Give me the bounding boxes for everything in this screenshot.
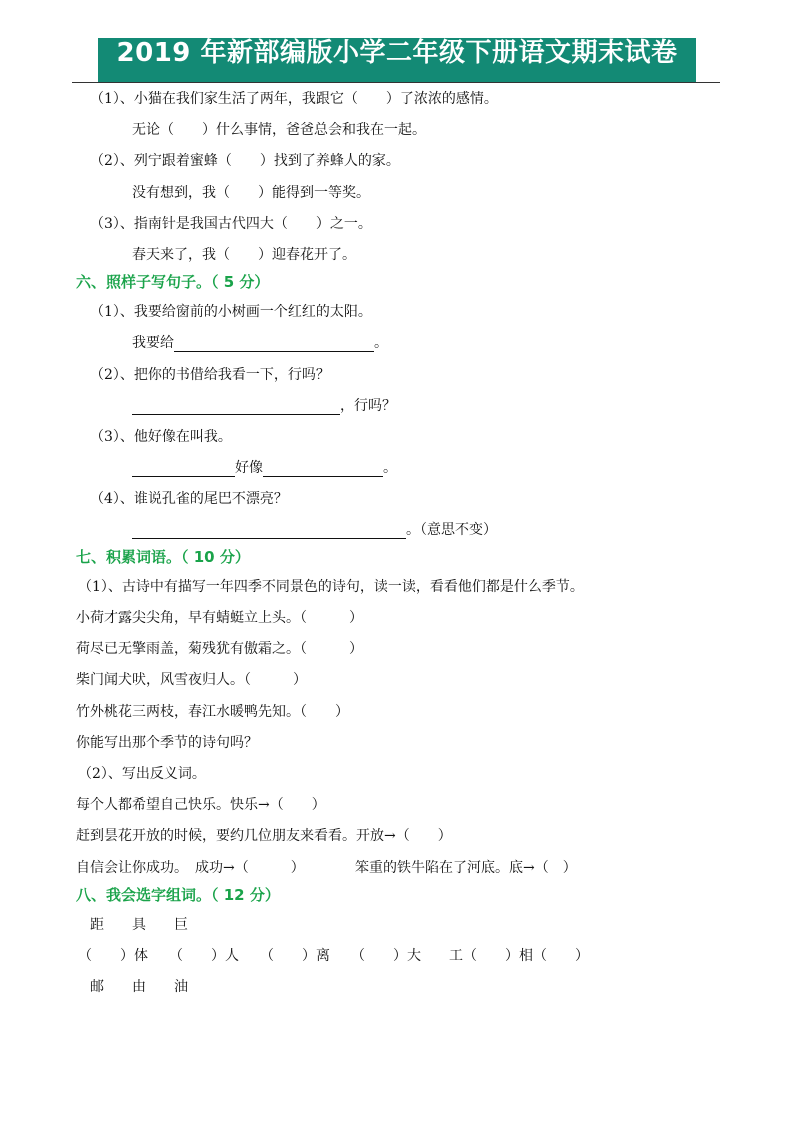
- s5-q3b: 春天来了，我（ ）迎春花开了。: [132, 247, 356, 263]
- s7-poem-3: 柴门闻犬吠，风雪夜归人。（ ）: [76, 672, 307, 688]
- s6-q1-answer: [132, 334, 388, 352]
- s6-q3: （3）、他好像在叫我。: [90, 429, 232, 445]
- section6-heading: 六、照样子写句子。（ 5 分）: [76, 273, 270, 291]
- s8-blank-row: （ ）体 （ ）人 （ ）离 （ ）大 工（ ）相（ ）: [78, 948, 589, 964]
- s7-antonym-1: 每个人都希望自己快乐。快乐→（ ）: [76, 797, 326, 813]
- s5-q2b: 没有想到，我（ ）能得到一等奖。: [132, 185, 370, 201]
- s7-poem-4: 竹外桃花三两枝，春江水暖鸭先知。（ ）: [76, 704, 349, 720]
- s6-q1: （1）、我要给窗前的小树画一个红红的太阳。: [90, 304, 372, 320]
- s7-p2: （2）、写出反义词。: [78, 766, 206, 782]
- s6-q1-blank[interactable]: [174, 335, 374, 352]
- s8-chars-row-1: 距 具 巨: [90, 917, 188, 933]
- s5-q1b: 无论（ ）什么事情，爸爸总会和我在一起。: [132, 122, 426, 138]
- s5-q3a: （3）、指南针是我国古代四大（ ）之一。: [90, 216, 372, 232]
- s7-poem-1: 小荷才露尖尖角，早有蜻蜓立上头。（ ）: [76, 610, 363, 626]
- s6-q4-blank[interactable]: [132, 522, 406, 539]
- s8-chars-row-2: 邮 由 油: [90, 979, 188, 995]
- s6-q2-answer: [132, 397, 396, 415]
- s7-p1: （1）、古诗中有描写一年四季不同景色的诗句，读一读，看看他们都是什么季节。: [78, 579, 584, 595]
- s5-q2a: （2）、列宁跟着蜜蜂（ ）找到了养蜂人的家。: [90, 153, 400, 169]
- s6-q3-mid: 好像: [235, 460, 263, 476]
- s6-q2-blank[interactable]: [132, 398, 340, 415]
- s6-q3-blank-2[interactable]: [263, 460, 383, 477]
- s7-poem-2: 荷尽已无擎雨盖，菊残犹有傲霜之。（ ）: [76, 641, 363, 657]
- s6-q1-suffix: 。: [374, 335, 388, 351]
- s6-q3-blank-1[interactable]: [132, 460, 235, 477]
- title-divider: [72, 82, 720, 83]
- s6-q1-prefix: 我要给: [132, 335, 174, 351]
- s6-q2-suffix: ，行吗？: [340, 398, 396, 414]
- s6-q3-suffix: 。: [383, 460, 397, 476]
- s6-q4: （4）、谁说孔雀的尾巴不漂亮？: [90, 491, 288, 507]
- s6-q3-answer: [132, 459, 397, 477]
- s7-antonym-3a: 自信会让你成功。 成功→（ ）: [76, 860, 305, 876]
- s7-antonym-2: 赶到昙花开放的时候，要约几位朋友来看看。开放→（ ）: [76, 828, 452, 844]
- exam-title-banner: [98, 38, 696, 82]
- exam-title: 2019 年新部编版小学二年级下册语文期末试卷: [116, 38, 678, 68]
- s6-q2: （2）、把你的书借给我看一下，行吗？: [90, 367, 330, 383]
- s7-ask: 你能写出那个季节的诗句吗？: [76, 735, 258, 751]
- s5-q1a: （1）、小猫在我们家生活了两年，我跟它（ ）了浓浓的感情。: [90, 91, 498, 107]
- s6-q4-answer: [132, 521, 497, 539]
- s7-antonym-3b: 笨重的铁牛陷在了河底。底→（ ）: [355, 860, 577, 876]
- s6-q4-suffix: 。（意思不变）: [406, 522, 497, 538]
- section7-heading: 七、积累词语。（ 10 分）: [76, 548, 250, 566]
- section8-heading: 八、我会选字组词。（ 12 分）: [76, 886, 280, 904]
